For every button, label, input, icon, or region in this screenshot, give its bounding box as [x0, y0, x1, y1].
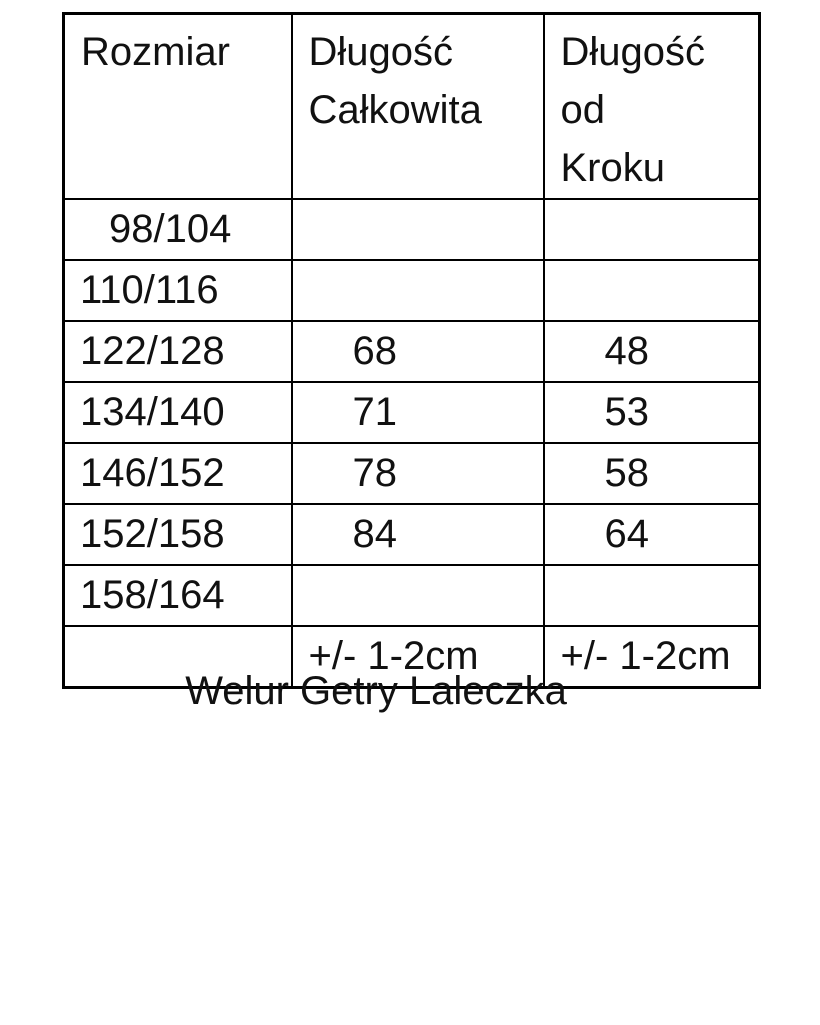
table-row [64, 382, 760, 443]
size-chart-table [62, 12, 761, 689]
header-crotch-length-line-3: Kroku [560, 146, 665, 190]
cell-crotch-length: 48 [544, 321, 760, 382]
header-cell-crotch-length [544, 14, 760, 200]
cell-total-length: 68 [292, 321, 544, 382]
header-cell-total-length [292, 14, 544, 200]
cell-crotch-length [544, 565, 760, 626]
table-row [64, 260, 760, 321]
cell-total-length [292, 260, 544, 321]
table-caption: Welur Getry Laleczka [185, 669, 567, 713]
table-row [64, 504, 760, 565]
cell-size: 110/116 [64, 260, 292, 321]
table-row [64, 443, 760, 504]
table-row [64, 321, 760, 382]
cell-crotch-length [544, 199, 760, 260]
header-total-length-line-2: Całkowita [308, 88, 482, 132]
cell-total-length [292, 565, 544, 626]
cell-total-length-tolerance: +/- 1-2cm [292, 626, 544, 688]
table-row [64, 199, 760, 260]
cell-crotch-length [544, 260, 760, 321]
cell-size: 122/128 [64, 321, 292, 382]
cell-size: 146/152 [64, 443, 292, 504]
header-size-line-1: Rozmiar [81, 30, 230, 74]
table-header-row [64, 14, 760, 200]
cell-size: 158/164 [64, 565, 292, 626]
header-crotch-length-line-2: od [560, 88, 605, 132]
cell-crotch-length: 64 [544, 504, 760, 565]
cell-crotch-length: 58 [544, 443, 760, 504]
cell-total-length: 78 [292, 443, 544, 504]
header-crotch-length-line-1: Długość [560, 30, 706, 74]
table-row [64, 565, 760, 626]
cell-size: 98/104 [64, 199, 292, 260]
cell-size: 152/158 [64, 504, 292, 565]
cell-total-length: 71 [292, 382, 544, 443]
cell-total-length [292, 199, 544, 260]
cell-total-length: 84 [292, 504, 544, 565]
cell-crotch-length-tolerance: +/- 1-2cm [544, 626, 760, 688]
cell-crotch-length: 53 [544, 382, 760, 443]
cell-size: 134/140 [64, 382, 292, 443]
header-total-length-line-1: Długość [308, 30, 454, 74]
header-cell-size [64, 14, 292, 200]
